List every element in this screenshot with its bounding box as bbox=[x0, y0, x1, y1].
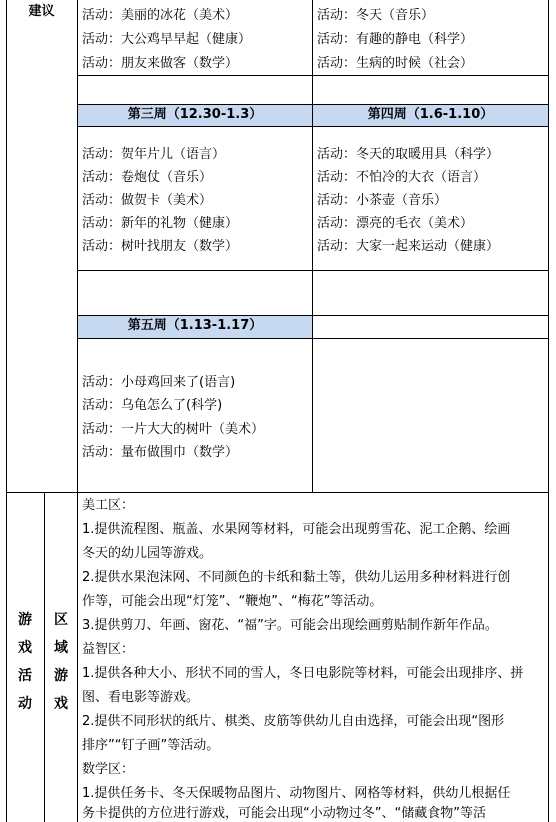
activity-item: 活动：不怕冷的大衣（语言） bbox=[317, 170, 487, 185]
week4-header: 第四周（1.6-1.10） bbox=[313, 105, 548, 126]
activity-item: 活动：贺年片儿（语言） bbox=[82, 147, 226, 162]
area-label-char: 游 bbox=[54, 668, 68, 684]
col-divider-weeks bbox=[312, 0, 313, 492]
activity-item: 活动：量布做围巾（数学） bbox=[82, 445, 239, 460]
activity-item: 活动：小茶壶（音乐） bbox=[317, 193, 448, 208]
week3-header: 第三周（12.30-1.3） bbox=[78, 105, 312, 126]
activity-item: 活动：乌龟怎么了(科学) bbox=[82, 398, 223, 413]
content-line: 益智区： bbox=[82, 642, 135, 657]
activity-item: 活动：有趣的静电（科学） bbox=[317, 32, 474, 47]
content-line: 图、看电影等游戏。 bbox=[82, 690, 200, 705]
game-label-char: 动 bbox=[18, 696, 32, 712]
content-line: 作等，可能会出现“灯笼”、“鞭炮”、“梅花”等活动。 bbox=[82, 594, 383, 609]
activity-item: 活动：冬天（音乐） bbox=[317, 8, 435, 23]
area-label-char: 域 bbox=[54, 640, 68, 656]
activity-item: 活动：冬天的取暖用具（科学） bbox=[317, 147, 500, 162]
row-line-top-blank bbox=[77, 75, 548, 76]
content-line: 1.提供流程图、瓶盖、水果网等材料，可能会出现剪雪花、泥工企鹅、绘画 bbox=[82, 522, 511, 537]
row-line-week5-header-bottom bbox=[77, 338, 548, 339]
activity-item: 活动：生病的时候（社会） bbox=[317, 56, 474, 71]
content-line: 2.提供不同形状的纸片、棋类、皮筋等供幼儿自由选择，可能会出现“图形 bbox=[82, 714, 505, 729]
activity-item: 活动：漂亮的毛衣（美术） bbox=[317, 216, 474, 231]
suggest-label: 建议 bbox=[28, 4, 55, 19]
activity-item: 活动：大公鸡早早起（健康） bbox=[82, 32, 252, 47]
activity-item: 活动：朋友来做客（数学） bbox=[82, 56, 239, 71]
content-line: 2.提供水果泡沫网、不同颜色的卡纸和黏土等，供幼儿运用多种材料进行创 bbox=[82, 570, 511, 585]
area-label-char: 戏 bbox=[54, 696, 68, 712]
activity-item: 活动：新年的礼物（健康） bbox=[82, 216, 239, 231]
content-line: 冬天的幼儿园等游戏。 bbox=[82, 546, 213, 561]
game-label-char: 戏 bbox=[18, 640, 32, 656]
activity-item: 活动：小母鸡回来了(语言) bbox=[82, 375, 236, 390]
activity-item: 活动：做贺卡（美术） bbox=[82, 193, 213, 208]
row-line-week34-header-bottom bbox=[77, 126, 548, 127]
activity-item: 活动：大家一起来运动（健康） bbox=[317, 239, 500, 254]
week5-header: 第五周（1.13-1.17） bbox=[78, 316, 312, 338]
row-line-week34-blank bbox=[77, 270, 548, 271]
activity-item: 活动：一片大大的树叶（美术） bbox=[82, 422, 265, 437]
activity-item: 活动：美丽的冰花（美术） bbox=[82, 8, 239, 23]
activity-item: 活动：卷炮仗（音乐） bbox=[82, 170, 213, 185]
table-border-right bbox=[548, 0, 549, 822]
content-line: 1.提供各种大小、形状不同的雪人，冬日电影院等材料，可能会出现排序、拼 bbox=[82, 666, 524, 681]
game-label-char: 活 bbox=[18, 668, 32, 684]
content-line: 数学区： bbox=[82, 762, 135, 777]
row-line-section-game bbox=[6, 492, 549, 493]
content-line: 3.提供剪刀、年画、窗花、“福”字。可能会出现绘画剪贴制作新年作品。 bbox=[82, 618, 498, 633]
content-line: 1.提供任务卡、冬天保暖物品图片、动物图片、网格等材料，供幼儿根据任 bbox=[82, 786, 511, 801]
game-label-char: 游 bbox=[18, 612, 32, 628]
area-label-char: 区 bbox=[54, 612, 68, 628]
content-line: 排序”“钉子画”等活动。 bbox=[82, 738, 220, 753]
content-line: 务卡提供的方位进行游戏，可能会出现“小动物过冬”、“储藏食物”等活 bbox=[82, 806, 486, 821]
content-line: 美工区： bbox=[82, 498, 135, 513]
activity-item: 活动：树叶找朋友（数学） bbox=[82, 239, 239, 254]
